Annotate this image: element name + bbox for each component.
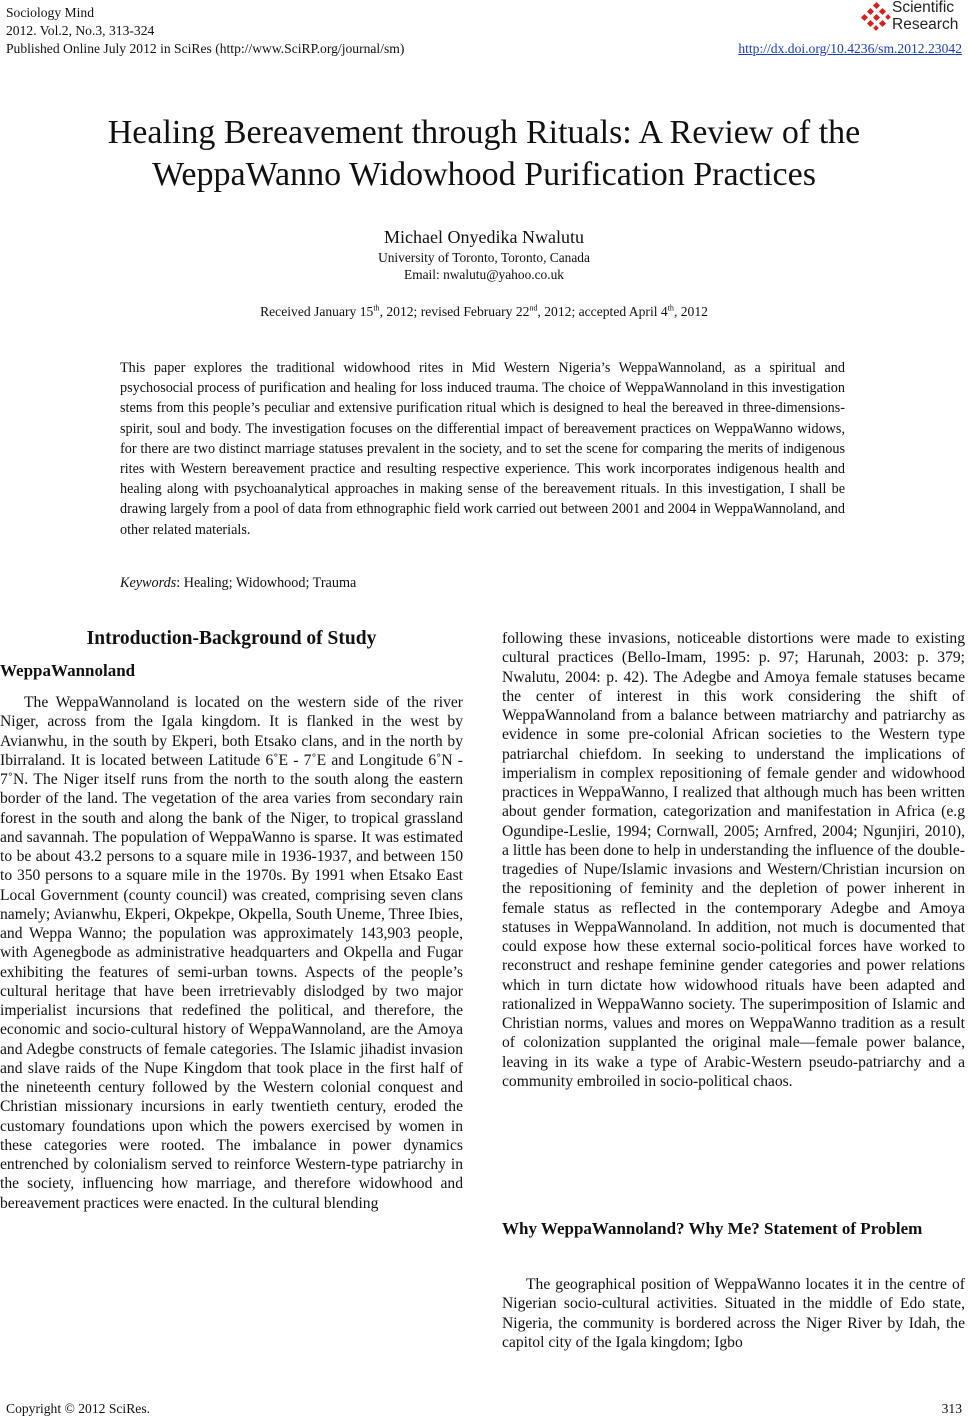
subsection-heading-weppawannoland: WeppaWannoland [0,661,136,680]
received-text-d: , 2012 [673,304,708,319]
received-text-a: Received January 15 [260,304,374,319]
logo-wordmark [892,0,958,33]
volume-info: 2012. Vol.2, No.3, 313-324 [6,23,155,38]
article-title [0,112,968,196]
received-sup-b: nd [529,303,538,313]
running-header [6,4,404,58]
subsection-heading-statement-of-problem: Why WeppaWannoland? Why Me? Statement of Problem [502,1219,923,1238]
body-paragraph-3: The geographical position of WeppaWanno locates it in the centre of Nigerian socio-cultural activities. Situated in the middle of Edo state, Nigeria, the community is bordered across the Niger River by Idah, the capitol city of the Igala kingdom; Igbo [502,1276,965,1351]
keywords [120,573,845,593]
received-text-b: , 2012; revised February 22 [379,304,530,319]
title-line-1: Healing Bereavement through Rituals: A Review of the [107,114,861,151]
keywords-label: Keywords [120,575,177,591]
publication-info: Published Online July 2012 in SciRes (http://www.SciRP.org/journal/sm) [6,41,405,56]
keywords-list: : Healing; Widowhood; Trauma [176,575,357,591]
received-dates [0,303,968,321]
page-number: 313 [941,1401,962,1416]
body-paragraph-2: following these invasions, noticeable distortions were made to existing cultural practices (Bello-Imam, 1995: p. 97; Harunah, 2003: p. 379; Nwalutu, 2004: p. 42). The Adegbe and Amoya female statuses became the center of interest in this work considering the shift of WeppaWannoland from a balance between matriarchy and patriarchy as evidence in some pre-colonial African societies to the Western type patriarchal chiefdom. In seeking to understand the implications of imperialism in complex repositioning of female gender and widowhood practices in WeppaWanno, I realized that although much has been written about gender formation, categorization and manifestation in Africa (e.g Ogundipe-Leslie, 1994; Cornwall, 2005; Arnfred, 2004; Ngunjiri, 2010), a little has been done to help in understanding the influence of the double-tragedies of Nupe/Islamic invasions and Western/Christian incursion on the repositioning of feminity and the depletion of power inherent in female status as reflected in the contemporary Adegbe and Amoya statuses in WeppaWannoland. In addition, not much is documented that could expose how these external socio-political forces have worked to reconstruct and reshape feminine gender categories and power relations which in turn dictate how widowhood rituals have been adapted and rationalized in WeppaWanno society. The superimposition of Islamic and Christian norms, values and mores on WeppaWanno tradition as a result of colonization supplanted the original male—female power balance, leaving in its wake a type of Arabic-Western pseudo-patriarchy and a community embroiled in socio-political chaos. [502,630,965,1090]
publisher-logo [858,0,962,36]
doi-link[interactable]: http://dx.doi.org/10.4236/sm.2012.23042 [738,41,962,56]
logo-word-research: Research [892,15,959,33]
received-sup-c: th [667,303,674,313]
author-name: Michael Onyedika Nwalutu [384,227,584,247]
abstract: This paper explores the traditional widowhood rites in Mid Western Nigeria’s WeppaWannoland, as a spiritual and psychosocial process of purification and healing for loss induced trauma. The choice of WeppaWannoland in this investigation stems from this people’s peculiar and extensive purification ritual which is designed to heal the bereaved in three-dimensions-spirit, soul and body. The investigation focuses on the differential impact of bereavement practices on WeppaWanno widows, for there are two distinct marriage statuses prevalent in the society, and to set the scene for comparing the merits of indigenous rites with Western bereavement practice and resulting respective experience. This work incorporates indigenous health and healing along with psychoanalytical approaches in making sense of the bereavement rituals. In this investigation, I shall be drawing largely from a pool of data from ethnographic field work carried out between 2001 and 2004 in WeppaWannoland, and other related materials. [120,360,845,538]
body-paragraph-1: The WeppaWannoland is located on the western side of the river Niger, across from the Igala kingdom. It is flanked in the west by Avianwhu, in the south by Ekperi, both Etsako clans, and in the north by Ibirraland. It is located between Latitude 6˚E - 7˚E and Longitude 6˚N - 7˚N. The Niger itself runs from the north to the south along the eastern border of the land. The vegetation of the area varies from secondary rain forest in the south and along the bank of the Niger, to tropical grassland and savannah. The population of WeppaWanno is sparse. It was estimated to be about 43.2 persons to a square mile in 1936-1937, and between 150 to 350 persons to a square mile in the 1970s. By 1991 when Etsako East Local Government (county council) was created, comprising seven clans namely; Avianwhu, Ekperi, Okpekpe, Okpella, South Uneme, Three Ibies, and Weppa Wanno; the population was approximately 143,903 people, with Agenegbode as administrative headquarters and Okpella and Fugar exhibiting the features of semi-urban towns. Aspects of the people’s cultural heritage that have been irretrievably dislodged by two major imperialist incursions that redefined the political, and therefore, the economic and socio-cultural history of WeppaWannoland, are the Amoya and Adegbe constructs of female categories. The Islamic jihadist invasion and slave raids of the Nupe Kingdom that took place in the first half of the nineteenth century followed by the Western colonial conquest and Christian missionary incursions in early twentieth century, eroded the customary foundations upon which the powers exercised by women in these categories were rooted. The imbalance in power dynamics entrenched by colonialism served to reinforce Western-type patriarchy in the society, influencing how marriage, and therefore widowhood and bereavement practices were enacted. In the cultural blending [0,694,463,1212]
title-line-2: WeppaWanno Widowhood Purification Practices [152,156,816,193]
logo-word-scientific: Scientific [892,0,955,16]
doi-header [738,40,962,58]
copyright-notice: Copyright © 2012 SciRes. [6,1401,151,1416]
section-heading-introduction: Introduction-Background of Study [86,628,377,649]
received-sup-a: th [373,303,380,313]
scientific-research-logo-icon [858,2,892,32]
author-email: Email: nwalutu@yahoo.co.uk [404,267,564,282]
journal-name: Sociology Mind [6,5,94,20]
received-text-c: , 2012; accepted April 4 [537,304,668,319]
author-affiliation: University of Toronto, Toronto, Canada [378,250,590,265]
